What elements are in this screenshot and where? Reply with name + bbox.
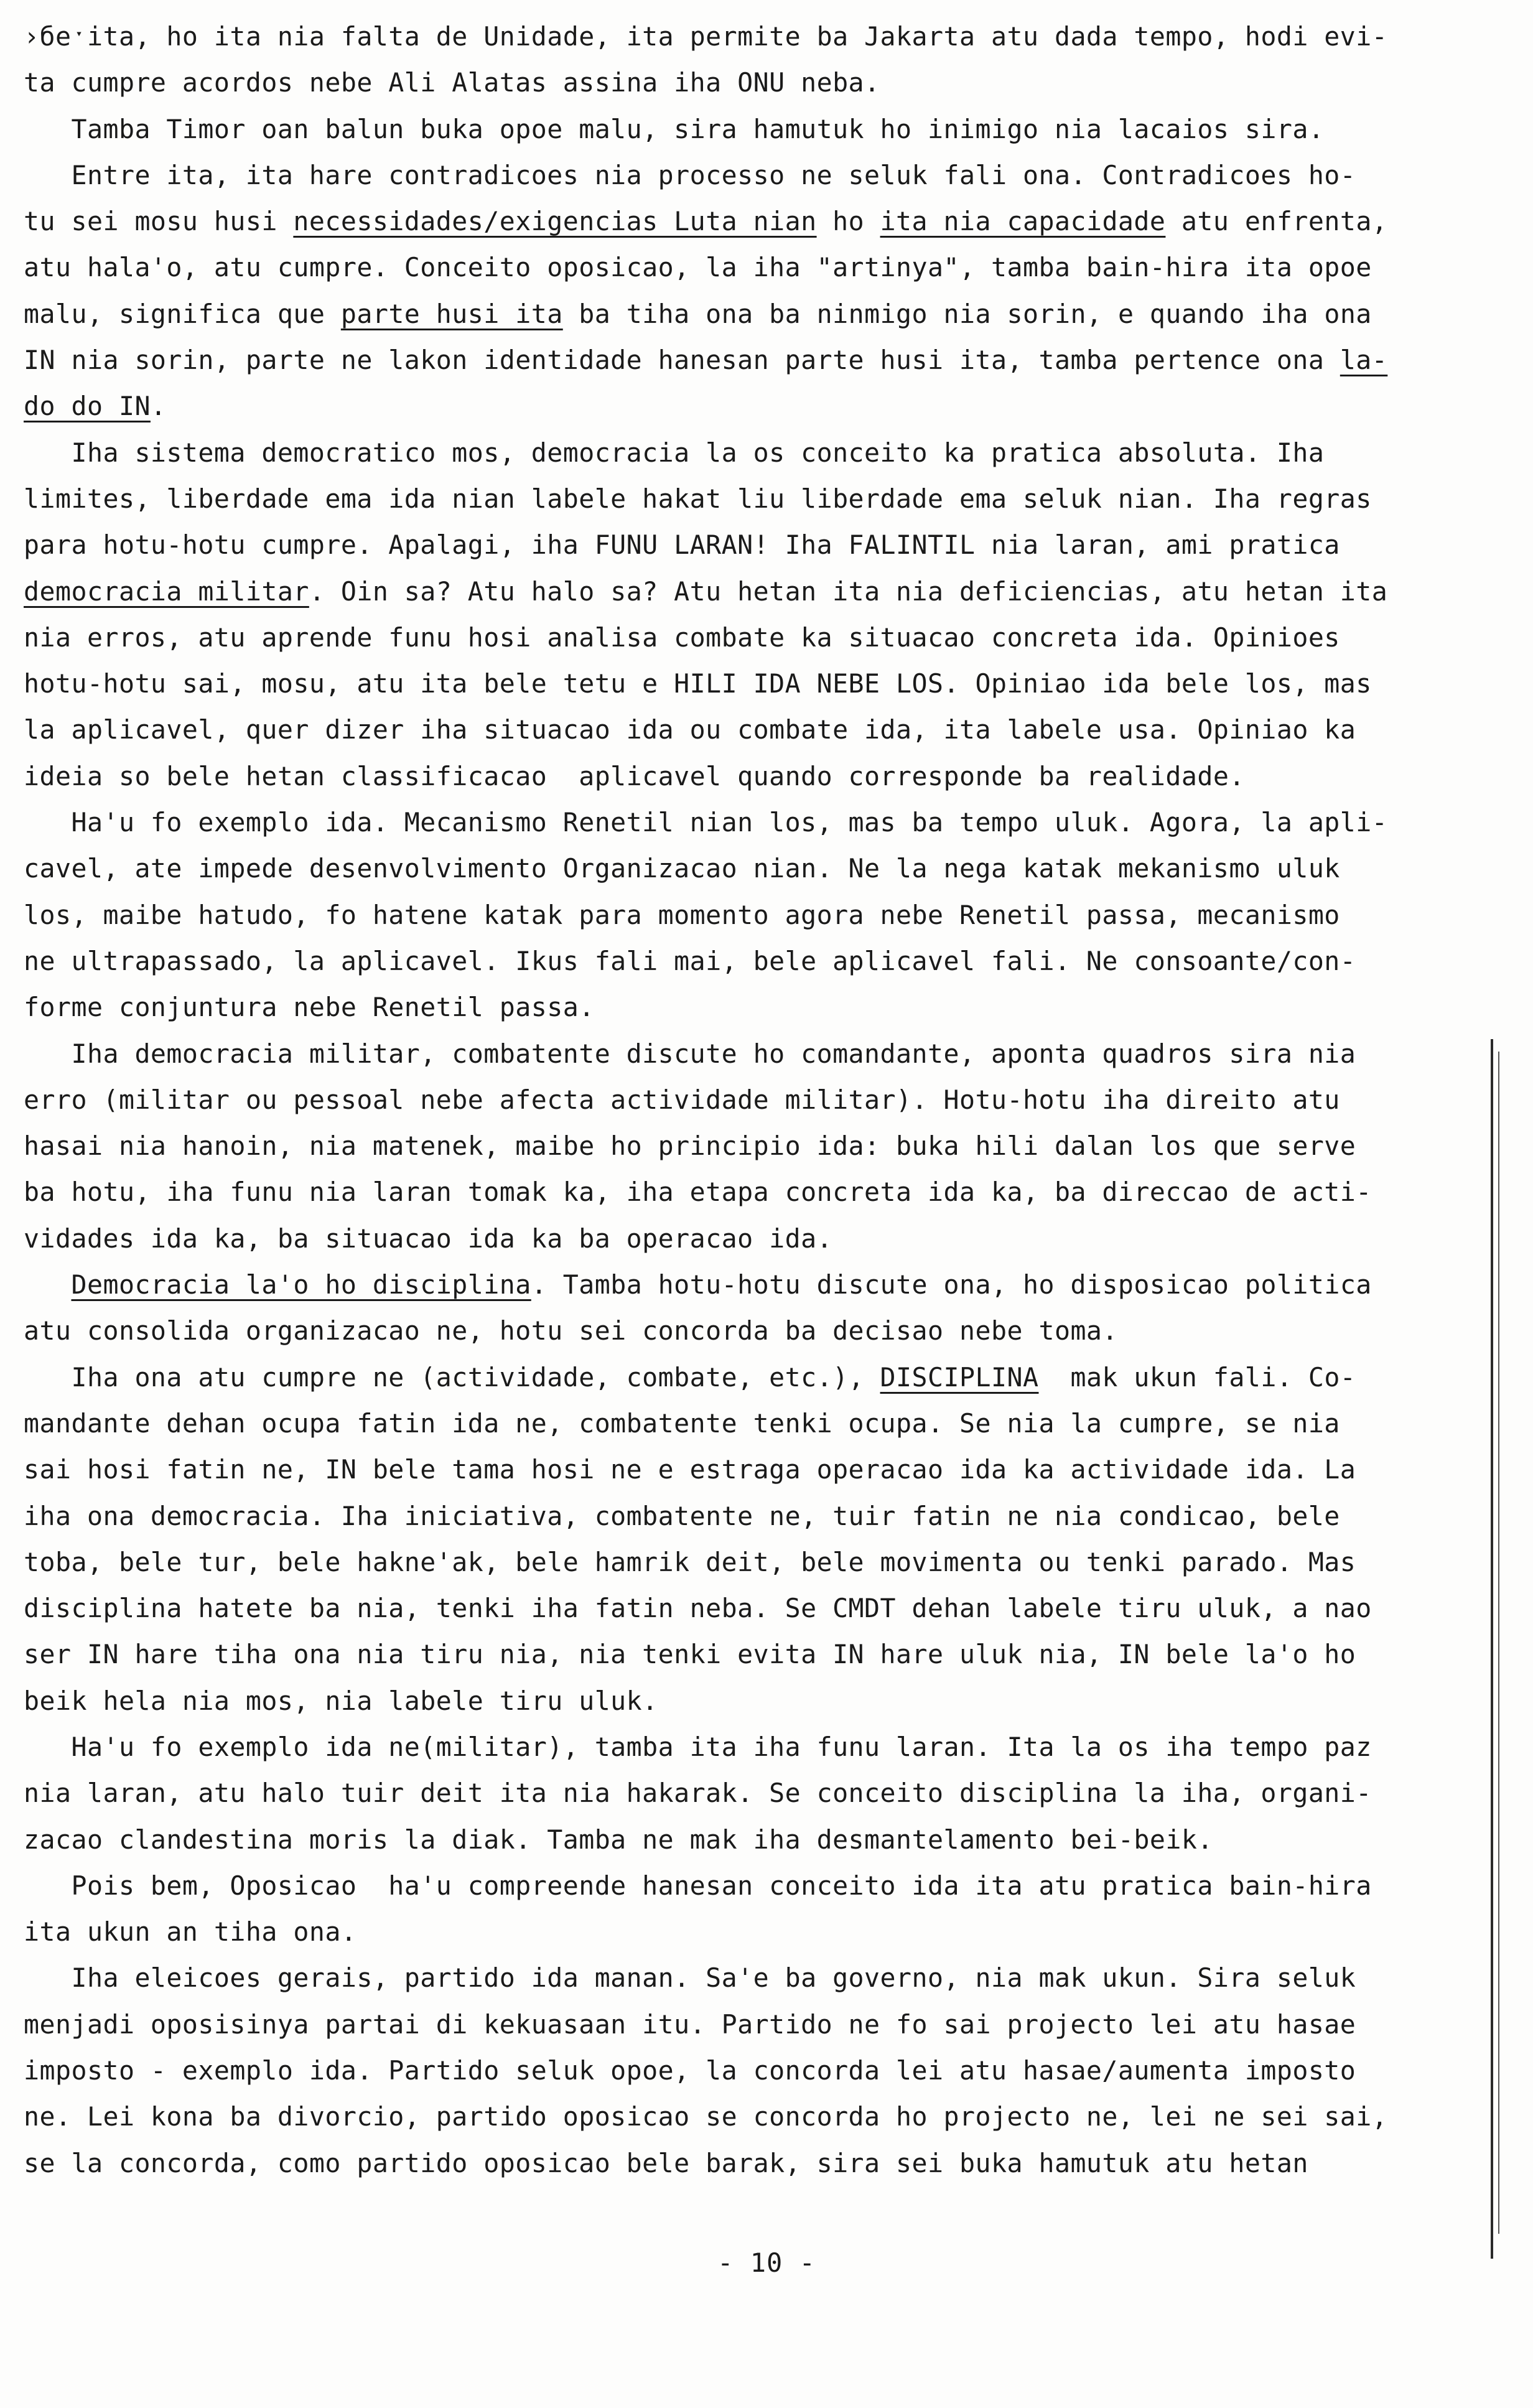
text-segment: . Oin sa? Atu halo sa? Atu hetan ita nia deficiencias, atu hetan ita: [309, 576, 1388, 607]
text-segment: IN nia sorin, parte ne lakon identidade hanesan parte husi ita, tamba pertence ona: [24, 345, 1340, 376]
underlined-phrase: Democracia la'o ho disciplina: [71, 1269, 531, 1300]
text-line: [24, 430, 1511, 476]
text-segment: . Tamba hotu-hotu discute ona, ho disposicao politica: [531, 1269, 1372, 1300]
text-line: [24, 1863, 1511, 1909]
page-number: - 10 -: [717, 2247, 816, 2278]
text-line: [24, 1493, 1511, 1539]
text-line: [24, 1817, 1511, 1863]
text-line: [24, 337, 1511, 383]
text-segment: sai hosi fatin ne, IN bele tama hosi ne e estraga operacao ida ka actividade ida. La: [24, 1454, 1356, 1485]
text-line: [24, 1585, 1511, 1631]
text-segment: Pois bem, Oposicao ha'u compreende hanesan conceito ida ita atu pratica bain-hira: [24, 1870, 1372, 1901]
text-line: [24, 2048, 1511, 2094]
text-line: [24, 1955, 1511, 2001]
text-segment: ba tiha ona ba ninmigo nia sorin, e quando iha ona: [562, 298, 1372, 329]
text-segment: hasai nia hanoin, nia matenek, maibe ho principio ida: buka hili dalan los que serve: [24, 1131, 1356, 1162]
text-line: [24, 2002, 1511, 2048]
text-line: [24, 569, 1511, 615]
document-body: [24, 14, 1511, 2186]
text-segment: Iha ona atu cumpre ne (actividade, combate, etc.),: [24, 1361, 880, 1393]
text-segment: disciplina hatete ba nia, tenki iha fatin neba. Se CMDT dehan labele tiru uluk, a nao: [24, 1593, 1372, 1624]
text-segment: [24, 1269, 71, 1300]
text-segment: ›бeˑita, ho ita nia falta de Unidade, ita permite ba Jakarta atu dada tempo, hodi evi-: [24, 21, 1388, 52]
text-line: [24, 1262, 1511, 1308]
text-line: [24, 2140, 1511, 2186]
text-line: [24, 938, 1511, 984]
text-segment: tu sei mosu husi: [24, 206, 294, 237]
text-segment: atu enfrenta,: [1165, 206, 1388, 237]
text-line: [24, 1216, 1511, 1262]
text-segment: hotu-hotu sai, mosu, atu ita bele tetu e HILI IDA NEBE LOS. Opiniao ida bele los, mas: [24, 668, 1372, 699]
text-segment: para hotu-hotu cumpre. Apalagi, iha FUNU LARAN! Iha FALINTIL nia laran, ami pratica: [24, 530, 1340, 561]
text-segment: vidades ida ka, ba situacao ida ka ba operacao ida.: [24, 1223, 833, 1254]
text-line: [24, 1031, 1511, 1077]
text-segment: ta cumpre acordos nebe Ali Alatas assina iha ONU neba.: [24, 67, 880, 98]
text-segment: erro (militar ou pessoal nebe afecta actividade militar). Hotu-hotu iha direito atu: [24, 1084, 1340, 1115]
text-segment: atu hala'o, atu cumpre. Conceito oposicao, la iha "artinya", tamba bain-hira ita opoe: [24, 252, 1372, 283]
text-line: [24, 1169, 1511, 1215]
text-segment: Ha'u fo exemplo ida. Mecanismo Renetil nian los, mas ba tempo uluk. Agora, la apli-: [24, 807, 1388, 838]
text-segment: forme conjuntura nebe Renetil passa.: [24, 992, 595, 1023]
text-segment: Iha eleicoes gerais, partido ida manan. Sa'e ba governo, nia mak ukun. Sira seluk: [24, 1962, 1356, 1994]
text-segment: cavel, ate impede desenvolvimento Organizacao nian. Ne la nega katak mekanismo uluk: [24, 853, 1340, 884]
underlined-phrase: democracia militar: [24, 576, 309, 607]
text-line: [24, 152, 1511, 198]
text-segment: ho: [816, 206, 880, 237]
text-line: [24, 245, 1511, 291]
text-segment: atu consolida organizacao ne, hotu sei concorda ba decisao nebe toma.: [24, 1315, 1118, 1346]
text-line: [24, 291, 1511, 337]
text-segment: mak ukun fali. Co-: [1038, 1361, 1356, 1393]
text-line: [24, 800, 1511, 846]
text-segment: los, maibe hatudo, fo hatene katak para momento agora nebe Renetil passa, mecanismo: [24, 899, 1340, 930]
text-segment: ser IN hare tiha ona nia tiru nia, nia tenki evita IN hare uluk nia, IN bele la'o ho: [24, 1639, 1356, 1670]
text-line: [24, 383, 1511, 429]
text-line: [24, 198, 1511, 245]
text-line: [24, 1123, 1511, 1169]
text-line: [24, 1678, 1511, 1724]
text-line: [24, 476, 1511, 522]
text-segment: mandante dehan ocupa fatin ida ne, combatente tenki ocupa. Se nia la cumpre, se nia: [24, 1407, 1340, 1439]
text-segment: zacao clandestina moris la diak. Tamba ne mak iha desmantelamento bei-beik.: [24, 1824, 1213, 1855]
text-line: [24, 522, 1511, 568]
text-segment: se la concorda, como partido oposicao bele barak, sira sei buka hamutuk atu hetan: [24, 2147, 1308, 2178]
text-segment: malu, significa que: [24, 298, 341, 329]
margin-rule: [1491, 1039, 1493, 2259]
underlined-phrase: necessidades/exigencias Luta nian: [293, 206, 817, 237]
text-line: [24, 1770, 1511, 1816]
text-segment: ba hotu, iha funu nia laran tomak ka, iha etapa concreta ida ka, ba direccao de acti-: [24, 1177, 1372, 1208]
text-line: [24, 14, 1511, 60]
text-line: [24, 1401, 1511, 1447]
text-segment: Iha sistema democratico mos, democracia la os conceito ka pratica absoluta. Iha: [24, 437, 1325, 468]
text-line: [24, 1308, 1511, 1354]
underlined-phrase: DISCIPLINA: [880, 1361, 1039, 1393]
text-segment: ne ultrapassado, la aplicavel. Ikus fali mai, bele aplicavel fali. Ne consoante/con-: [24, 945, 1356, 976]
text-line: [24, 1355, 1511, 1401]
text-line: [24, 846, 1511, 892]
text-segment: .: [150, 391, 167, 422]
underlined-phrase: parte husi ita: [340, 298, 563, 329]
text-segment: Tamba Timor oan balun buka opoe malu, sira hamutuk ho inimigo nia lacaios sira.: [24, 113, 1325, 144]
text-segment: Entre ita, ita hare contradicoes nia processo ne seluk fali ona. Contradicoes ho-: [24, 159, 1356, 190]
text-line: [24, 754, 1511, 800]
text-segment: Ha'u fo exemplo ida ne(militar), tamba ita iha funu laran. Ita la os iha tempo paz: [24, 1731, 1372, 1762]
text-segment: imposto - exemplo ida. Partido seluk opoe, la concorda lei atu hasae/aumenta imposto: [24, 2055, 1356, 2086]
text-segment: nia erros, atu aprende funu hosi analisa combate ka situacao concreta ida. Opinioes: [24, 622, 1340, 653]
underlined-phrase: ita nia capacidade: [880, 206, 1166, 237]
underlined-phrase: la-: [1340, 345, 1388, 376]
text-segment: nia laran, atu halo tuir deit ita nia hakarak. Se conceito disciplina la iha, organi-: [24, 1778, 1372, 1809]
text-segment: ideia so bele hetan classificacao aplicavel quando corresponde ba realidade.: [24, 760, 1245, 791]
text-line: [24, 2094, 1511, 2140]
text-segment: menjadi oposisinya partai di kekuasaan itu. Partido ne fo sai projecto lei atu hasae: [24, 2009, 1356, 2040]
text-line: [24, 1631, 1511, 1678]
text-line: [24, 707, 1511, 753]
margin-rule-inner: [1498, 1052, 1499, 2234]
text-segment: iha ona democracia. Iha iniciativa, combatente ne, tuir fatin ne nia condicao, bele: [24, 1500, 1340, 1531]
text-line: [24, 615, 1511, 661]
text-segment: limites, liberdade ema ida nian labele hakat liu liberdade ema seluk nian. Iha regras: [24, 483, 1372, 514]
text-line: [24, 1724, 1511, 1770]
text-line: [24, 1539, 1511, 1585]
text-segment: toba, bele tur, bele hakne'ak, bele hamrik deit, bele movimenta ou tenki parado. Mas: [24, 1546, 1356, 1577]
text-segment: Iha democracia militar, combatente discute ho comandante, aponta quadros sira nia: [24, 1038, 1356, 1069]
text-segment: beik hela nia mos, nia labele tiru uluk.: [24, 1685, 658, 1716]
text-segment: la aplicavel, quer dizer iha situacao ida ou combate ida, ita labele usa. Opiniao ka: [24, 714, 1356, 745]
text-segment: ita ukun an tiha ona.: [24, 1916, 357, 1948]
text-line: [24, 1077, 1511, 1123]
text-line: [24, 1909, 1511, 1955]
text-segment: ne. Lei kona ba divorcio, partido oposicao se concorda ho projecto ne, lei ne sei sai,: [24, 2101, 1388, 2132]
text-line: [24, 661, 1511, 707]
text-line: [24, 892, 1511, 938]
text-line: [24, 1447, 1511, 1493]
underlined-phrase: do do IN: [24, 391, 151, 422]
text-line: [24, 984, 1511, 1030]
text-line: [24, 60, 1511, 106]
text-line: [24, 106, 1511, 152]
